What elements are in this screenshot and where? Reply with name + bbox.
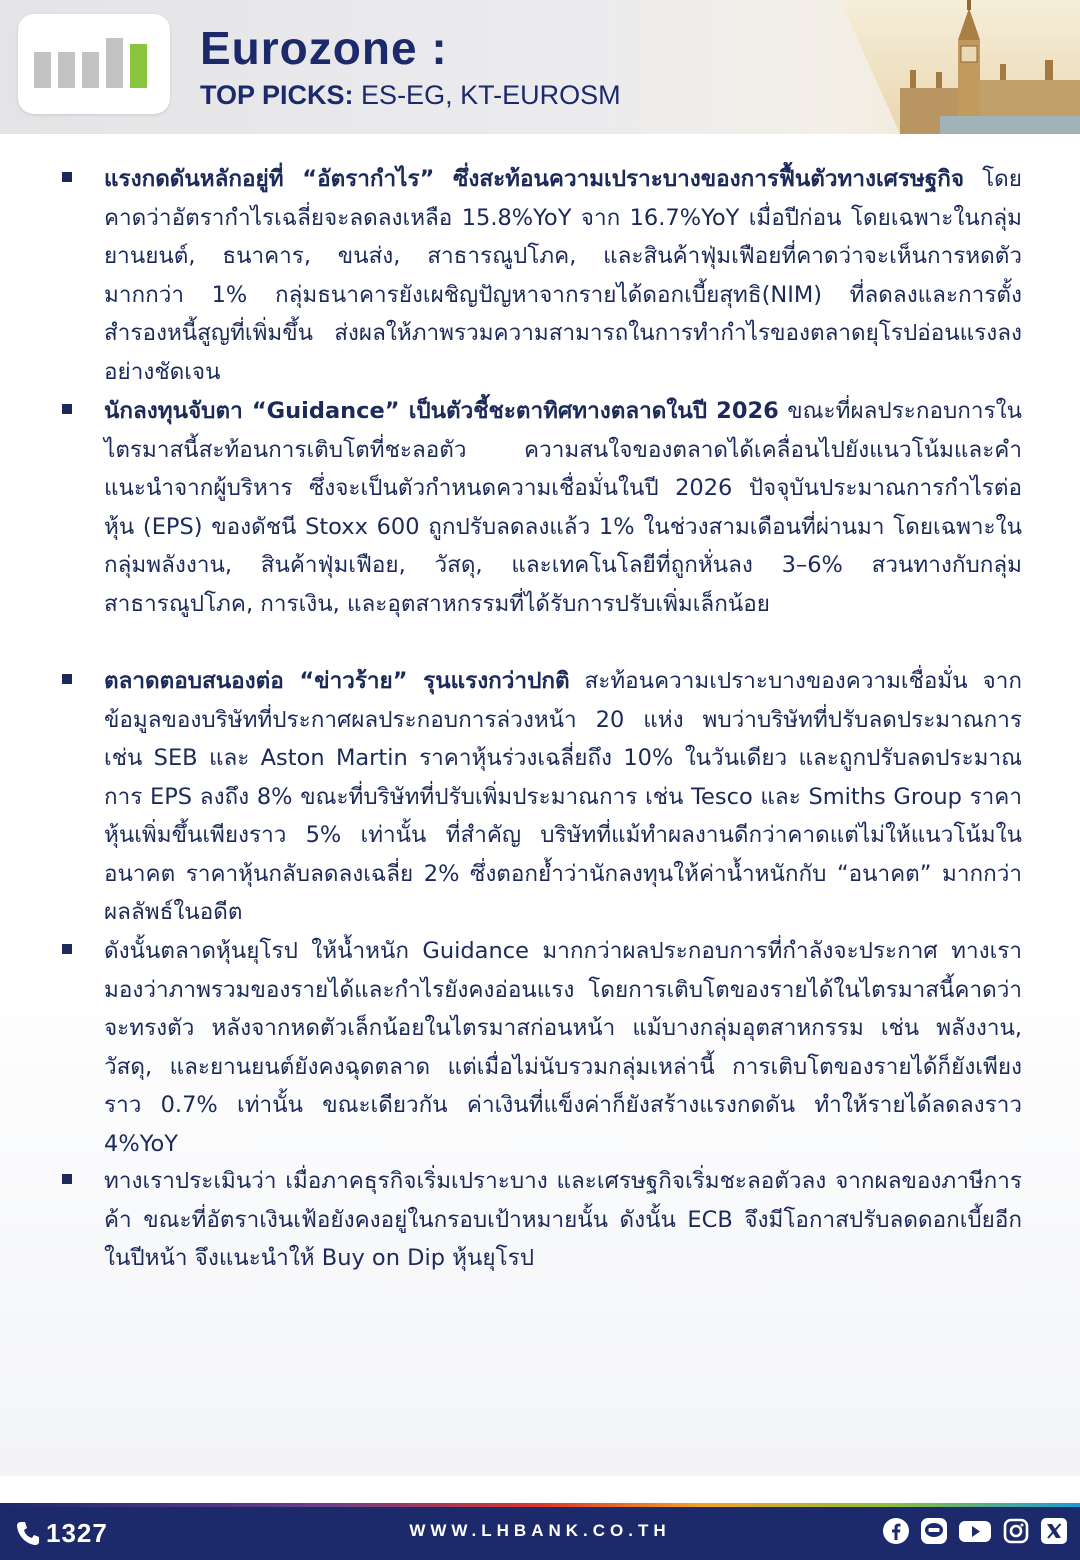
x-icon[interactable] [1040, 1517, 1068, 1545]
subtitle-label: TOP PICKS: [200, 80, 354, 110]
bullet-square-icon [62, 944, 72, 954]
bullet-item [0, 392, 1080, 623]
bullet-text [104, 662, 1022, 932]
page-footer [0, 1507, 1080, 1560]
hotline-number: 1327 [46, 1517, 108, 1548]
logo-bar [82, 52, 99, 88]
page-title: Eurozone : [200, 22, 448, 74]
london-landmark-image [840, 0, 1080, 134]
line-icon[interactable] [920, 1517, 948, 1545]
bullet-square-icon [62, 404, 72, 414]
bullet-text [104, 392, 1022, 623]
bullet-text [104, 160, 1022, 391]
bullet-square-icon [62, 1174, 72, 1184]
bullet-heading: ตลาดตอบสนองต่อ “ข่าวร้าย” รุนแรงกว่าปกติ [104, 668, 570, 694]
facebook-icon[interactable] [882, 1517, 910, 1545]
bullet-body: โดยคาดว่าอัตรากำไรเฉลี่ยจะลดลงเหลือ 15.8%YoY จาก 16.7%YoY เมื่อปีก่อน โดยเฉพาะในกลุ่มยานยนต์, ธนาคาร, ขนส่ง, สาธารณูปโภค, และสินค้าฟุ่มเฟือยที่คาดว่าจะเห็นการหดตัวมากกว่า 1% กลุ่มธนาคารยังเผชิญปัญหาจากรายได้ดอกเบี้ยสุทธิ(NIM) ที่ลดลงและการตั้งสำรองหนี้สูญที่เพิ่มขึ้น ส่งผลให้ภาพรวมความสามารถในการทำกำไรของตลาดยุโรปอ่อนแรงลงอย่างชัดเจน [104, 166, 1022, 385]
instagram-icon[interactable] [1002, 1517, 1030, 1545]
website-link[interactable]: WWW.LHBANK.CO.TH [409, 1521, 671, 1540]
bullet-body: สะท้อนความเปราะบางของความเชื่อมั่น จากข้อมูลของบริษัทที่ประกาศผลประกอบการล่วงหน้า 20 แห่ง พบว่าบริษัทที่ปรับลดประมาณการ เช่น SEB และ Aston Martin ราคาหุ้นร่วงเฉลี่ยถึง 10% ในวันเดียว และถูกปรับลดประมาณการ EPS ลงถึง 8% ขณะที่บริษัทที่ปรับเพิ่มประมาณการ เช่น Tesco และ Smiths Group ราคาหุ้นเพิ่มขึ้นเพียงราว 5% เท่านั้น ที่สำคัญ บริษัทที่แม้ทำผลงานดีกว่าคาดแต่ไม่ให้แนวโน้มในอนาคต ราคาหุ้นกลับลดลงเฉลี่ย 2% ซึ่งตอกย้ำว่านักลงทุนให้ค่าน้ำหนักกับ “อนาคต” มากกว่าผลลัพธ์ในอดีต [104, 668, 1022, 925]
logo-bar [34, 52, 51, 88]
bullet-item [0, 160, 1080, 391]
bank-logo [18, 14, 170, 114]
bullet-item [0, 662, 1080, 932]
bullet-square-icon [62, 172, 72, 182]
main-content [0, 156, 1080, 1476]
bullet-heading: นักลงทุนจับตา “Guidance” เป็นตัวชี้ชะตาทิศทางตลาดในปี 2026 [104, 398, 779, 424]
bullet-item [0, 932, 1080, 1163]
youtube-icon[interactable] [958, 1517, 992, 1545]
logo-bar [58, 52, 75, 88]
logo-bar [106, 38, 123, 88]
bullet-text [104, 1162, 1022, 1278]
page-header [0, 0, 1080, 134]
bullet-body: ดังนั้นตลาดหุ้นยุโรป ให้น้ำหนัก Guidance มากกว่าผลประกอบการที่กำลังจะประกาศ ทางเรามองว่าภาพรวมของรายได้และกำไรยังคงอ่อนแรง โดยการเติบโตของรายได้ในไตรมาสนี้คาดว่าจะทรงตัว หลังจากหดตัวเล็กน้อยในไตรมาสก่อนหน้า แม้บางกลุ่มอุตสาหกรรม เช่น พลังงาน, วัสดุ, และยานยนต์ยังคงฉุดตลาด แต่เมื่อไม่นับรวมกลุ่มเหล่านี้ การเติบโตของรายได้ก็ยังเพียงราว 0.7% เท่านั้น ขณะเดียวกัน ค่าเงินที่แข็งค่าก็ยังสร้างแรงกดดัน ทำให้รายได้ลดลงราว 4%YoY [104, 938, 1022, 1157]
bullet-item [0, 1162, 1080, 1278]
bullet-square-icon [62, 674, 72, 684]
bullet-body: ทางเราประเมินว่า เมื่อภาคธุรกิจเริ่มเปราะบาง และเศรษฐกิจเริ่มชะลอตัวลง จากผลของภาษีการค้า ขณะที่อัตราเงินเฟ้อยังคงอยู่ในกรอบเป้าหมายนั้น ดังนั้น ECB จึงมีโอกาสปรับลดดอกเบี้ยอีกในปีหน้า จึงแนะนำให้ Buy on Dip หุ้นยุโรป [104, 1168, 1022, 1271]
social-links [882, 1517, 1068, 1545]
subtitle-value: ES-EG, KT-EUROSM [353, 80, 621, 110]
logo-bar-accent [130, 44, 147, 88]
page-subtitle [200, 78, 621, 112]
bullet-text [104, 932, 1022, 1163]
bullet-body: ขณะที่ผลประกอบการในไตรมาสนี้สะท้อนการเติบโตที่ชะลอตัว ความสนใจของตลาดได้เคลื่อนไปยังแนวโน้มและคำแนะนำจากผู้บริหาร ซึ่งจะเป็นตัวกำหนดความเชื่อมั่นในปี 2026 ปัจจุบันประมาณการกำไรต่อหุ้น (EPS) ของดัชนี Stoxx 600 ถูกปรับลดลงแล้ว 1% ในช่วงสามเดือนที่ผ่านมา โดยเฉพาะในกลุ่มพลังงาน, สินค้าฟุ่มเฟือย, วัสดุ, และเทคโนโลยีที่ถูกหั่นลง 3–6% สวนทางกับกลุ่มสาธารณูปโภค, การเงิน, และอุตสาหกรรมที่ได้รับการปรับเพิ่มเล็กน้อย [104, 398, 1023, 617]
bullet-heading: แรงกดดันหลักอยู่ที่ “อัตรากำไร” ซึ่งสะท้อนความเปราะบางของการฟื้นตัวทางเศรษฐกิจ [104, 166, 965, 192]
